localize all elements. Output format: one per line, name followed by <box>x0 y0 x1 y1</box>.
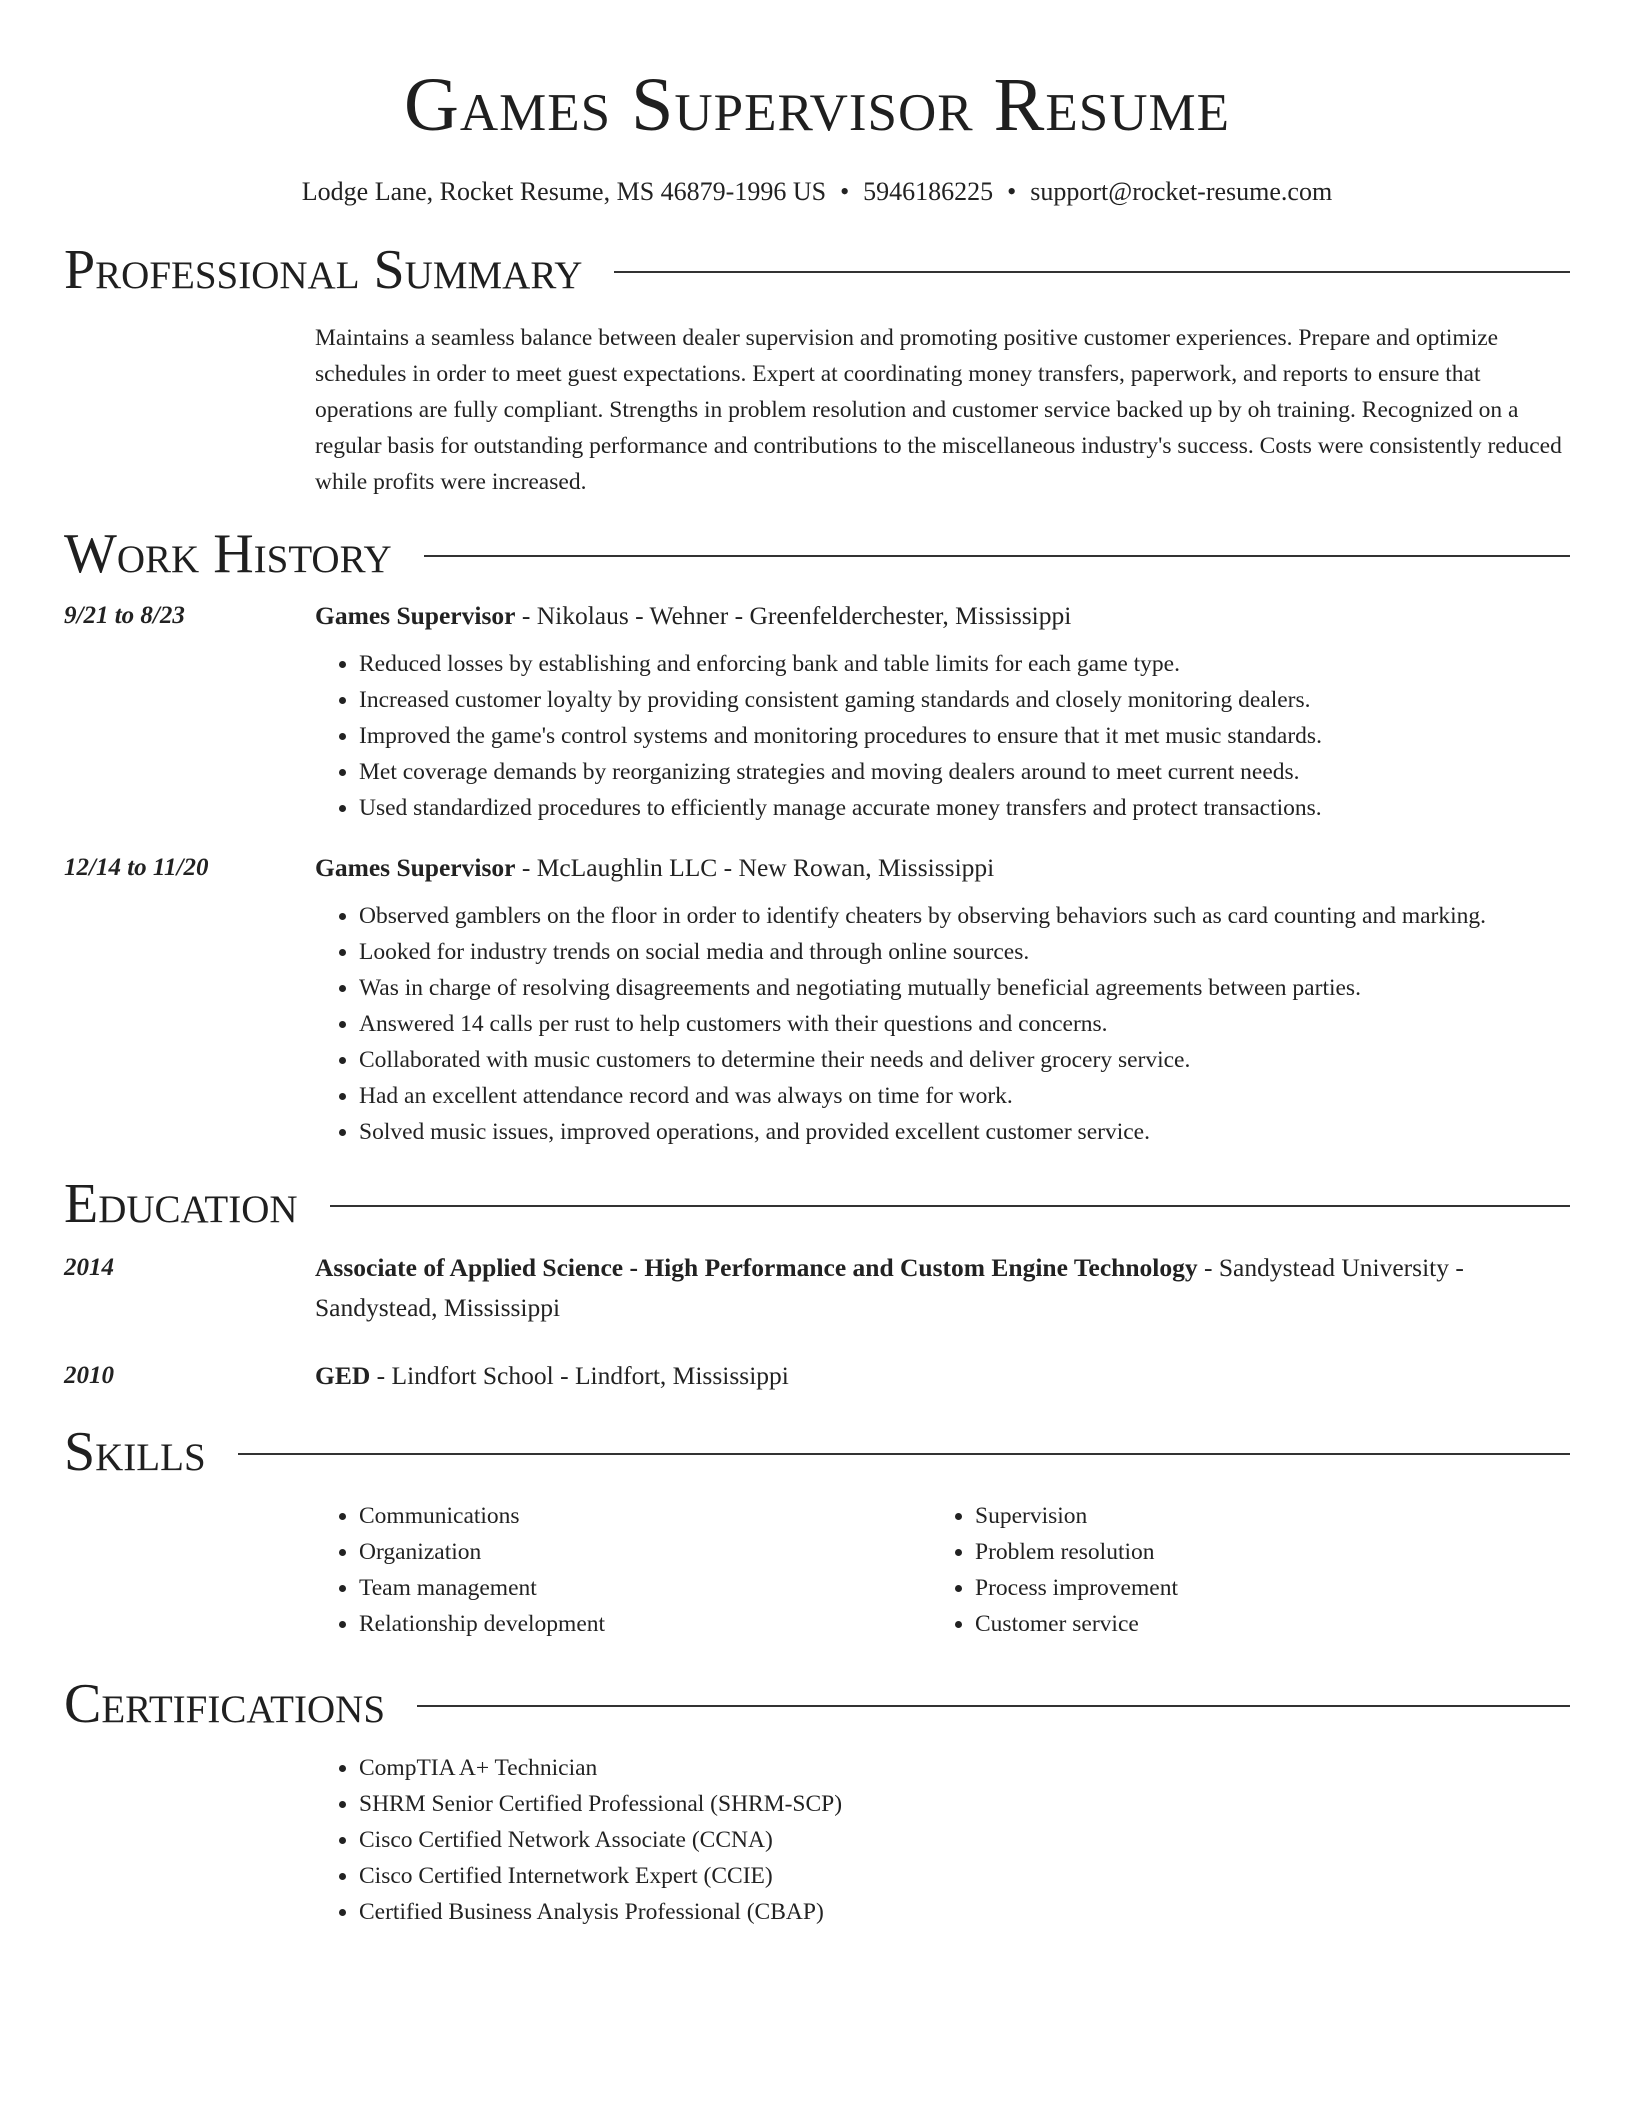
job-title: Games Supervisor <box>315 601 516 630</box>
list-item: • Answered 14 calls per rust to help customers with their questions and concerns. <box>359 1006 1570 1042</box>
list-item: • Cisco Certified Internetwork Expert (CCIE) <box>359 1858 1570 1894</box>
skills-section <box>64 1422 1570 1642</box>
work-history-heading: Work History <box>64 523 392 585</box>
education-details <box>315 1248 1570 1328</box>
education-school: - Lindfort School - Lindfort, Mississippi <box>370 1361 789 1390</box>
resume-page <box>64 0 1570 1930</box>
education-section <box>64 1174 1570 1396</box>
skills-heading: Skills <box>64 1421 206 1483</box>
list-item: • Supervision <box>975 1498 1575 1534</box>
education-degree: GED <box>315 1361 371 1390</box>
section-divider <box>330 1205 1570 1207</box>
education-entry <box>64 1356 1570 1396</box>
list-item: • Increased customer loyalty by providing consistent gaming standards and closely monitoring dealers. <box>359 682 1570 718</box>
contact-separator: • <box>1007 177 1017 206</box>
list-item: • Customer service <box>975 1606 1575 1642</box>
job-dates: 12/14 to 11/20 <box>64 854 209 881</box>
education-header <box>64 1174 1570 1234</box>
contact-line <box>64 176 1570 208</box>
list-item: • CompTIA A+ Technician <box>359 1750 1570 1786</box>
skills-header <box>64 1422 1570 1482</box>
summary-section <box>64 240 1570 500</box>
certifications-section <box>64 1674 1570 1930</box>
contact-email: support@rocket-resume.com <box>1030 177 1333 206</box>
work-history-section <box>64 524 1570 1150</box>
education-school: - Sandystead University - Sandystead, Mississippi <box>315 1253 1464 1322</box>
skills-grid <box>315 1498 1570 1642</box>
list-item: • Improved the game's control systems and monitoring procedures to ensure that it met music standards. <box>359 718 1570 754</box>
certifications-header <box>64 1674 1570 1734</box>
job-header <box>315 596 1570 636</box>
job-main <box>315 848 1570 1150</box>
resume-title: Games Supervisor Resume <box>404 63 1230 147</box>
job-title: Games Supervisor <box>315 853 516 882</box>
certifications-body <box>315 1750 1570 1930</box>
job-details: - Nikolaus - Wehner - Greenfelderchester, Mississippi <box>515 601 1072 630</box>
list-item: • Certified Business Analysis Professional (CBAP) <box>359 1894 1570 1930</box>
summary-header <box>64 240 1570 300</box>
certifications-list <box>315 1750 1570 1930</box>
list-item: • Collaborated with music customers to determine their needs and deliver grocery service. <box>359 1042 1570 1078</box>
list-item: • Team management <box>359 1570 931 1606</box>
list-item: • Had an excellent attendance record and was always on time for work. <box>359 1078 1570 1114</box>
section-divider <box>417 1705 1570 1707</box>
job-main <box>315 596 1570 826</box>
list-item: • Reduced losses by establishing and enforcing bank and table limits for each game type. <box>359 646 1570 682</box>
job-entry <box>64 848 1570 1150</box>
list-item: • Cisco Certified Network Associate (CCNA) <box>359 1822 1570 1858</box>
job-bullets <box>315 898 1570 1150</box>
list-item: • Looked for industry trends on social media and through online sources. <box>359 934 1570 970</box>
list-item: • Communications <box>359 1498 931 1534</box>
list-item: • Relationship development <box>359 1606 931 1642</box>
section-divider <box>238 1453 1570 1455</box>
job-dates: 9/21 to 8/23 <box>64 602 185 629</box>
job-entry <box>64 596 1570 826</box>
list-item: • Problem resolution <box>975 1534 1575 1570</box>
education-heading: Education <box>64 1173 298 1235</box>
contact-phone: 5946186225 <box>863 177 994 206</box>
job-header <box>315 848 1570 888</box>
work-history-header <box>64 524 1570 584</box>
section-divider <box>424 555 1570 557</box>
skills-list-left <box>315 1498 931 1642</box>
summary-text: Maintains a seamless balance between dealer supervision and promoting positive customer experiences. Prepare and optimize schedules in order to meet guest expectations. Expert at coordinating money transfers, paperwork, and reports to ensure that operations are fully compliant. Strengths in problem resolution and customer service backed up by oh training. Recognized on a regular basis for outstanding performance and contributions to the miscellaneous industry's success. Costs were consistently reduced while profits were increased. <box>315 325 1562 495</box>
education-entry <box>64 1248 1570 1328</box>
list-item: • Solved music issues, improved operations, and provided excellent customer service. <box>359 1114 1570 1150</box>
contact-address: Lodge Lane, Rocket Resume, MS 46879-1996 US <box>301 177 827 206</box>
education-degree: Associate of Applied Science - High Performance and Custom Engine Technology <box>315 1253 1198 1282</box>
education-year: 2014 <box>64 1254 114 1281</box>
job-bullets <box>315 646 1570 826</box>
section-divider <box>614 271 1570 273</box>
skills-list-right <box>931 1498 1575 1642</box>
list-item: • SHRM Senior Certified Professional (SHRM-SCP) <box>359 1786 1570 1822</box>
certifications-heading: Certifications <box>64 1673 386 1735</box>
list-item: • Observed gamblers on the floor in order to identify cheaters by observing behaviors such as card counting and marking. <box>359 898 1570 934</box>
job-details: - McLaughlin LLC - New Rowan, Mississippi <box>515 853 995 882</box>
list-item: • Organization <box>359 1534 931 1570</box>
list-item: • Was in charge of resolving disagreements and negotiating mutually beneficial agreements between parties. <box>359 970 1570 1006</box>
list-item: • Process improvement <box>975 1570 1575 1606</box>
contact-separator: • <box>840 177 850 206</box>
list-item: • Met coverage demands by reorganizing strategies and moving dealers around to meet current needs. <box>359 754 1570 790</box>
summary-heading: Professional Summary <box>64 239 583 301</box>
list-item: • Used standardized procedures to efficiently manage accurate money transfers and protect transactions. <box>359 790 1570 826</box>
education-details <box>315 1356 1570 1396</box>
education-year: 2010 <box>64 1362 114 1389</box>
